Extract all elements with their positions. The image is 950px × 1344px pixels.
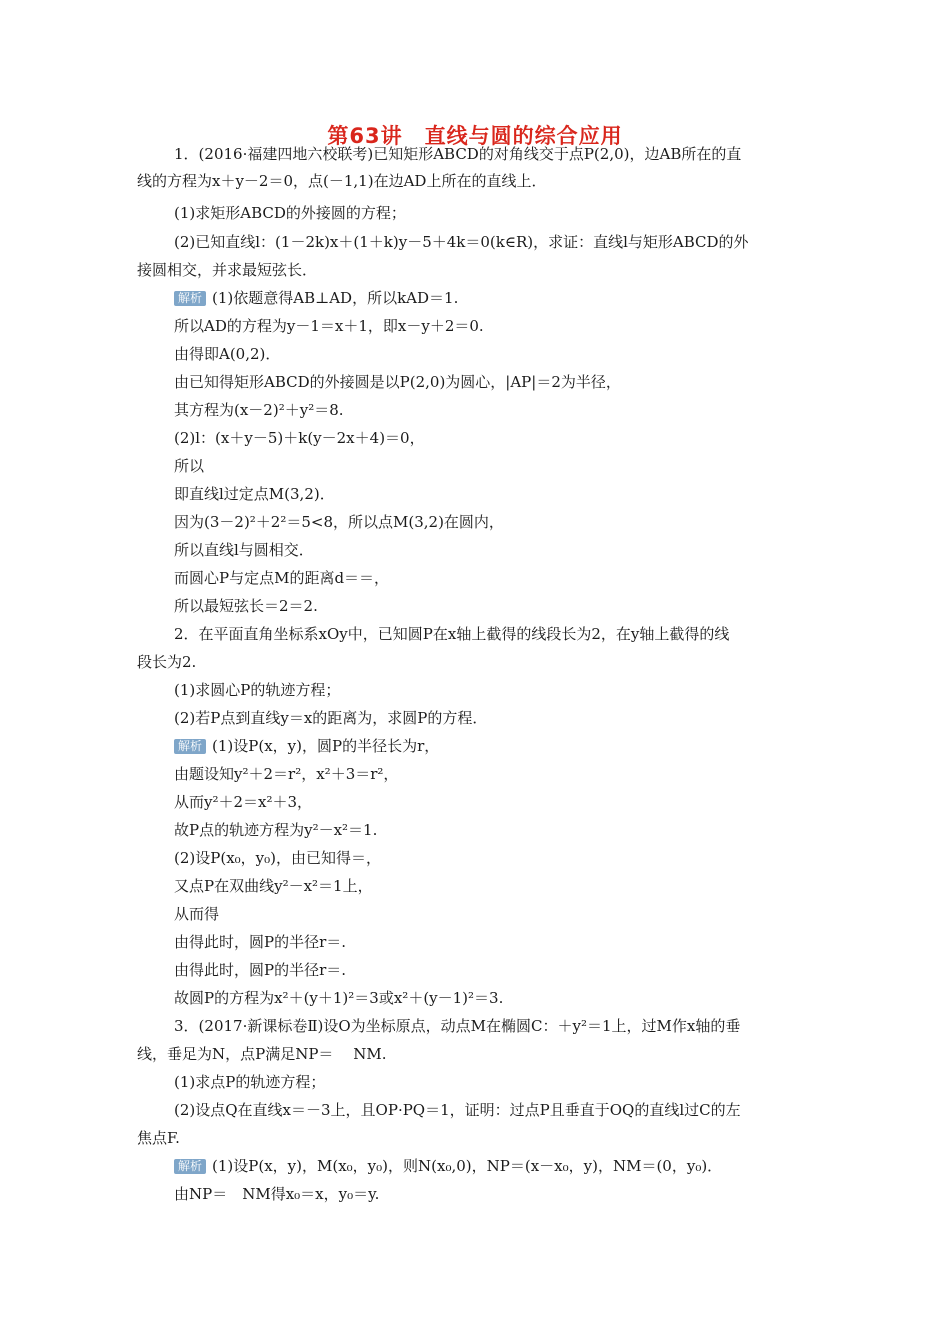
- solution-line: 解析 (1)设P(x，y)，M(x₀，y₀)，则N(x₀,0)，NP＝(x－x₀，y)，NM＝(0，y₀)．: [174, 1156, 820, 1176]
- text-line: (1)求矩形ABCD的外接圆的方程；: [174, 204, 406, 222]
- page-title: 第63讲 直线与圆的综合应用: [327, 124, 623, 148]
- text-line: (2)若P点到直线y＝x的距离为，求圆P的方程．: [174, 709, 488, 727]
- text-line: 从而y²＋2＝x²＋3，: [174, 793, 313, 811]
- text-line: 段长为2.: [137, 653, 197, 671]
- text-line: 由NP＝ NM得x₀＝x，y₀＝y.: [174, 1185, 380, 1203]
- text-line: 所以AD的方程为y－1＝x＋1，即x－y＋2＝0.: [174, 317, 484, 335]
- text-line: 线的方程为x＋y－2＝0，点(－1,1)在边AD上所在的直线上．: [137, 172, 547, 190]
- text-line: 所以直线l与圆相交．: [174, 541, 314, 559]
- text-line: 从而得: [174, 905, 220, 923]
- text-line: 又点P在双曲线y²－x²＝1上，: [174, 877, 373, 895]
- text-line: (2)设P(x₀，y₀)，由已知得＝，: [174, 849, 382, 867]
- text-line: 2．在平面直角坐标系xOy中，已知圆P在x轴上截得的线段长为2，在y轴上截得的线: [174, 625, 730, 643]
- text-line: 线，垂足为N，点P满足NP＝ NM.: [137, 1045, 387, 1063]
- solution-badge: 解析: [174, 291, 206, 306]
- solution-line: 解析 (1)设P(x，y)，圆P的半径长为r，: [174, 736, 820, 756]
- solution-badge: 解析: [174, 739, 206, 754]
- text-line: (2)l：(x＋y－5)＋k(y－2x＋4)＝0，: [174, 429, 425, 447]
- text-line: 而圆心P与定点M的距离d＝＝，: [174, 569, 390, 587]
- text-line: 由得此时，圆P的半径r＝.: [174, 933, 347, 951]
- text-line: 故圆P的方程为x²＋(y＋1)²＝3或x²＋(y－1)²＝3.: [174, 989, 504, 1007]
- text-line: (1)求点P的轨迹方程；: [174, 1073, 326, 1091]
- text-line: 焦点F.: [137, 1129, 180, 1147]
- text-line: (2)设点Q在直线x＝－3上，且OP·PQ＝1，证明：过点P且垂直于OQ的直线l过C的左: [174, 1101, 741, 1119]
- text-line: 1．(2016·福建四地六校联考)已知矩形ABCD的对角线交于点P(2,0)，边AB所在的直: [174, 145, 742, 163]
- text-line: 因为(3－2)²＋2²＝5<8，所以点M(3,2)在圆内，: [174, 513, 504, 531]
- text-line: 故P点的轨迹方程为y²－x²＝1.: [174, 821, 378, 839]
- text-line: 即直线l过定点M(3,2)．: [174, 485, 335, 503]
- text-line: 由得即A(0,2)．: [174, 345, 281, 363]
- text-line: (1)求圆心P的轨迹方程；: [174, 681, 341, 699]
- solution-line: 解析 (1)依题意得AB⊥AD，所以kAD＝1.: [174, 288, 820, 308]
- text-line: 由得此时，圆P的半径r＝.: [174, 961, 347, 979]
- text-line: 3．(2017·新课标卷Ⅱ)设O为坐标原点，动点M在椭圆C：＋y²＝1上，过M作x轴的垂: [174, 1017, 741, 1035]
- text-line: 由已知得矩形ABCD的外接圆是以P(2,0)为圆心，|AP|＝2为半径，: [174, 373, 621, 391]
- text-line: 接圆相交，并求最短弦长．: [137, 261, 318, 279]
- text-line: 由题设知y²＋2＝r²，x²＋3＝r²，: [174, 765, 399, 783]
- text-line: 所以最短弦长＝2＝2.: [174, 597, 318, 615]
- text-line: (2)已知直线l：(1－2k)x＋(1＋k)y－5＋4k＝0(k∈R)，求证：直线l与矩形ABCD的外: [174, 233, 749, 251]
- text-line: 其方程为(x－2)²＋y²＝8.: [174, 401, 344, 419]
- text-line: 所以: [174, 457, 205, 475]
- solution-badge: 解析: [174, 1159, 206, 1174]
